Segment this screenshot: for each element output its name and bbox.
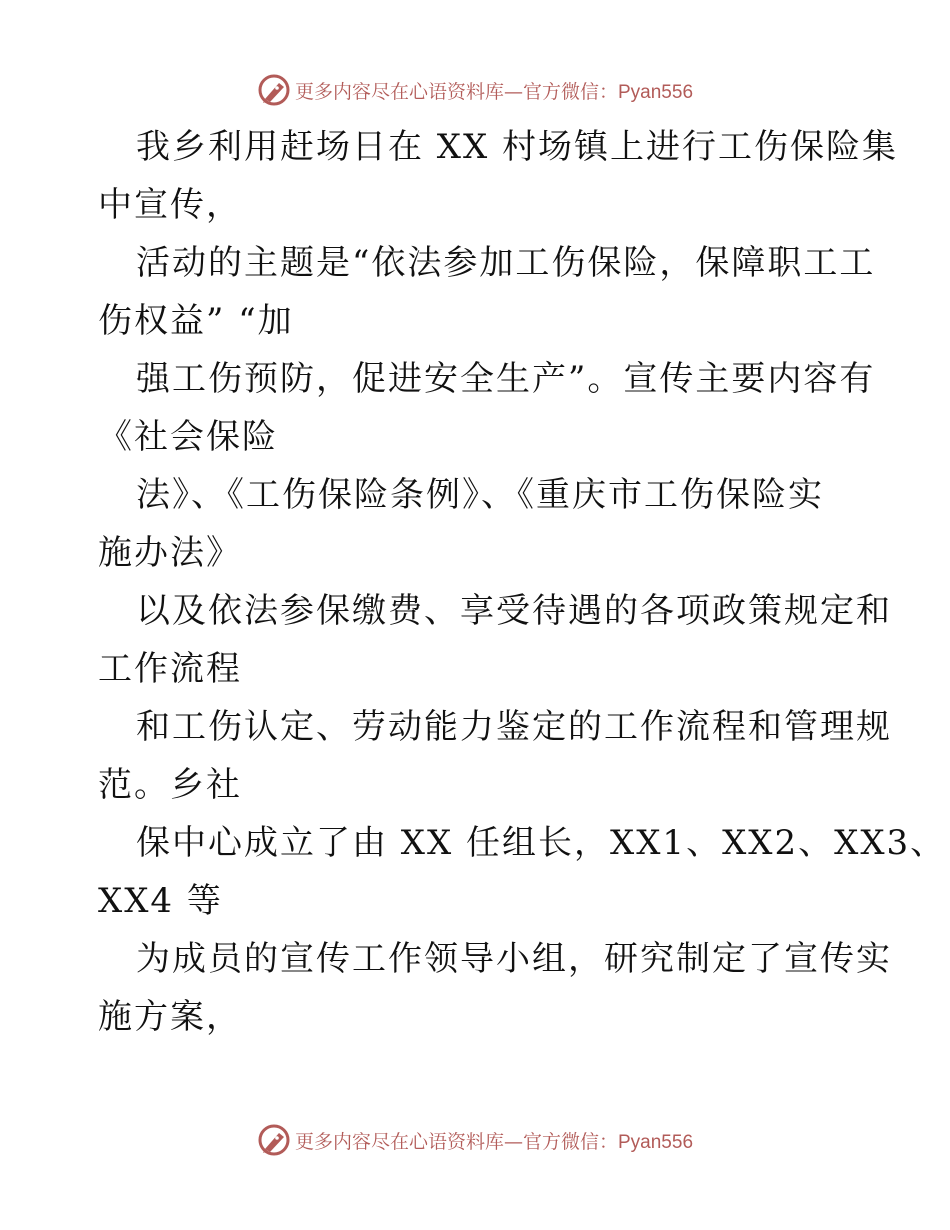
brand-text: 更多内容尽在心语资料库 — [294, 1130, 504, 1153]
body-line: 工作流程 — [98, 649, 242, 689]
wechat-id: Pyan556 — [618, 1131, 694, 1153]
brand-text: 更多内容尽在心语资料库 — [294, 80, 504, 103]
body-line: 为成员的宣传工作领导小组，研究制定了宣传实 — [136, 939, 892, 979]
pen-nib-logo-icon — [257, 73, 291, 107]
body-line: 法》、《工伤保险条例》、《重庆市工伤保险实 — [136, 475, 824, 515]
body-line: 强工伤预防，促进安全生产”。宣传主要内容有 — [136, 359, 876, 399]
body-line: 保中心成立了由 XX 任组长，XX1、XX2、XX3、 — [136, 823, 947, 863]
body-line: 我乡利用赶场日在 XX 村场镇上进行工伤保险集 — [136, 127, 899, 167]
body-line: XX4 等 — [98, 881, 223, 921]
body-line: 施办法》 — [98, 533, 242, 573]
watermark-text — [295, 1127, 693, 1154]
watermark-text — [295, 77, 693, 104]
body-line: 范。乡社 — [98, 765, 242, 805]
body-line: 伤权益” “加 — [98, 301, 294, 341]
pen-nib-logo-icon — [257, 1123, 291, 1157]
body-line: 和工伤认定、劳动能力鉴定的工作流程和管理规 — [136, 707, 892, 747]
wechat-label: 官方微信： — [522, 80, 618, 103]
separator: — — [503, 80, 523, 103]
body-line: 《社会保险 — [98, 417, 278, 457]
body-line: 以及依法参保缴费、享受待遇的各项政策规定和 — [136, 591, 892, 631]
body-line: 中宣传， — [98, 185, 242, 225]
body-line: 施方案， — [98, 997, 242, 1037]
wechat-label: 官方微信： — [522, 1130, 618, 1153]
separator: — — [503, 1130, 523, 1153]
header-watermark — [0, 70, 950, 110]
wechat-id: Pyan556 — [618, 81, 694, 103]
body-line: 活动的主题是“依法参加工伤保险，保障职工工 — [136, 243, 876, 283]
footer-watermark — [0, 1120, 950, 1160]
document-body — [98, 118, 947, 1046]
